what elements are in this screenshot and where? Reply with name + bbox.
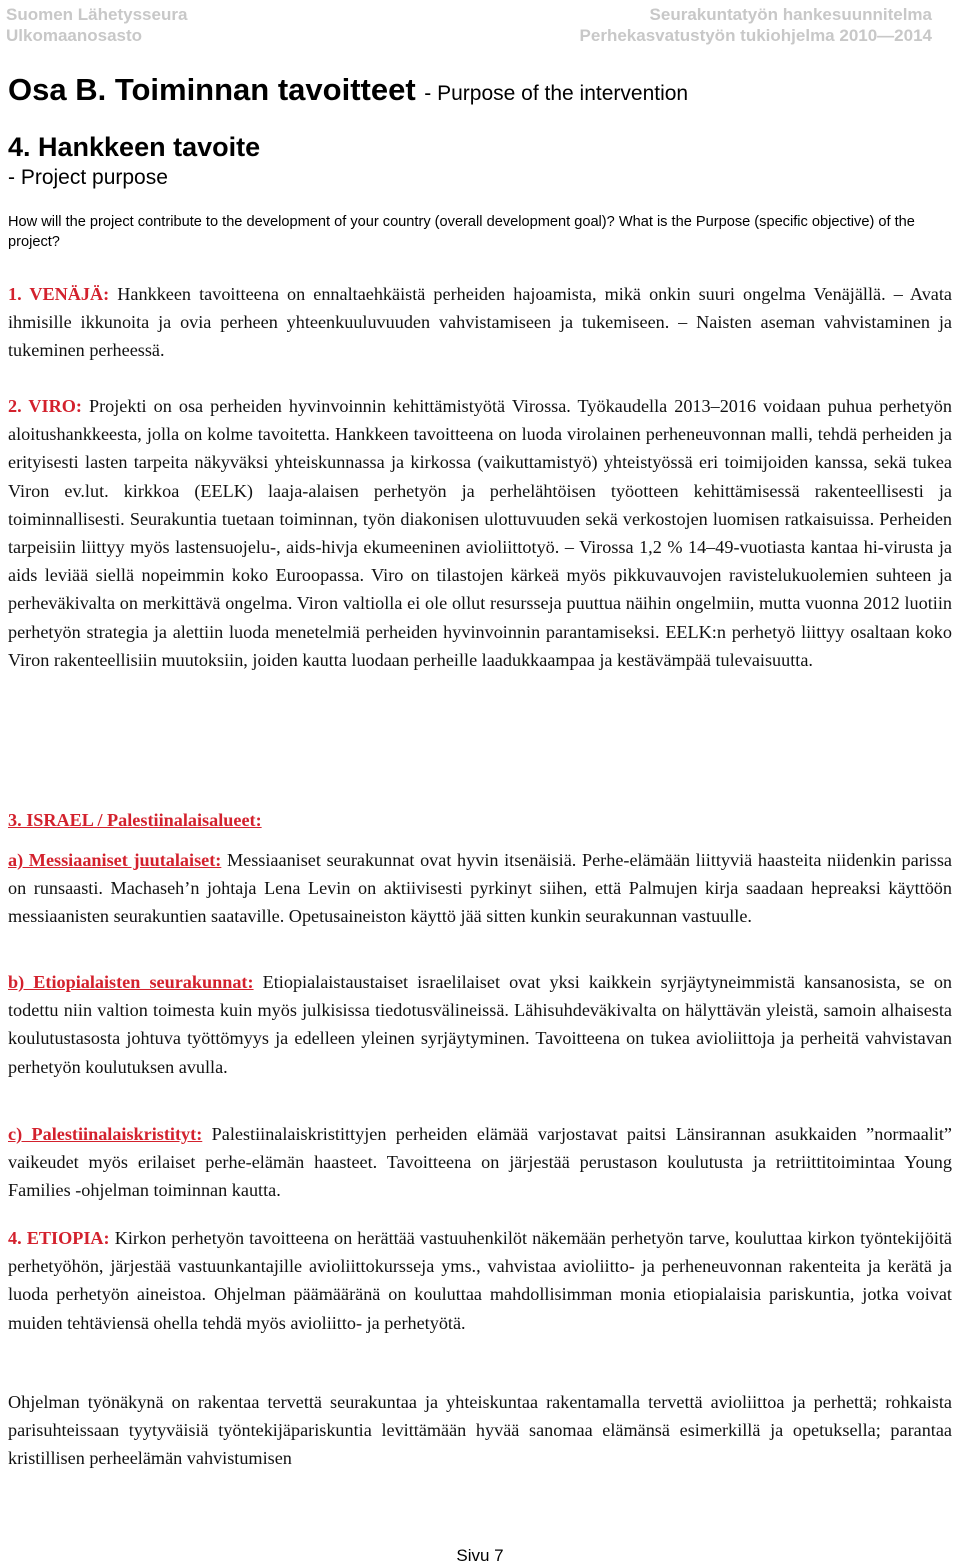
- item-title: 4. Hankkeen tavoite: [8, 132, 261, 162]
- ethiopian-text: Etiopialaistaustaiset israelilaiset ovat yksi kaikkein syrjäytyneimmistä kansanosista, se on todettu niin valtion toimesta kuin myös julkisissa tiedotusvälineissä. Lähisuhdeväkivalta on hälyttävän yleistä, samoin alhaisesta koulutustasosta johtuva työttömyys ja edelleen yleinen syrjäytyminen. Tavoitteena on tukea avioliittoja ja perheitä vahvistavan perhetyön koulutuksen avulla.: [8, 972, 953, 1077]
- vision-text: Ohjelman työnäkynä on rakentaa tervettä seurakuntaa ja yhteiskuntaa rakentamalla tervettä avioliittoa ja perhettä; rohkaista parisuhteissaan tyytyväisiä työntekijäpariskuntia levittämään hyvää sanomaa elämänsä esimerkillä ja opetuksella; parantaa kristillisen perheelämän vahvistumisen: [8, 1392, 952, 1469]
- section-subtitle: - Purpose of the intervention: [424, 82, 689, 105]
- ethiopia-text: Kirkon perhetyön tavoitteena on herättää vastuuhenkilöt näkemään perhetyön tarve, kouluttaa kirkon työntekijöitä perhetyöhön, järjestää vastuunkantajille avioliittokursseja yms., vahvistaa avioliitto- ja perheneuvonnan rakenteita ja kerätä ja luoda perhetyön aineistoa. Ohjelman päämääränä on kouluttaa mahdollisimman monia etiopialaisia pariskuntia, jotka voivat muiden tehtäviensä ohella tehdä myös avioliitto- ja perhetyötä.: [8, 1228, 952, 1333]
- header-program: Perhekasvatustyön tukiohjelma 2010—2014: [579, 26, 932, 45]
- paragraph-ethiopian-congregations: [8, 968, 952, 1081]
- estonia-label: 2. VIRO:: [8, 396, 82, 416]
- header-doc-title: Seurakuntatyön hankesuunnitelma: [649, 5, 932, 24]
- messianic-text: Messiaaniset seurakunnat ovat hyvin itsenäisiä. Perhe-elämään liittyviä haasteita niidenkin parissa on runsaasti. Machaseh’n johtaja Lena Levin on aktiivisesti pyrkinyt siihen, että Palmujen kirja saadaan hepreaksi käyttöön messiaanisten seurakuntien saataville. Opetusaineiston käyttö jää sitten kunkin seurakunnan vastuulle.: [8, 850, 952, 927]
- ethiopia-label: 4. ETIOPIA:: [8, 1228, 110, 1248]
- paragraph-messianic: [8, 846, 952, 931]
- messianic-label: a) Messiaaniset juutalaiset:: [8, 850, 222, 870]
- question-text: How will the project contribute to the development of your country (overall development goal)? What is the Purpose (specific objective) of the project?: [8, 214, 915, 250]
- page-header: [0, 0, 960, 58]
- item-subtitle: - Project purpose: [8, 166, 168, 189]
- header-org-name: Suomen Lähetysseura: [6, 5, 188, 24]
- paragraph-estonia: [8, 392, 952, 674]
- paragraph-ethiopia: [8, 1224, 952, 1337]
- russia-label: 1. VENÄJÄ:: [8, 284, 110, 304]
- paragraph-palestinian-christians: [8, 1120, 952, 1205]
- palestinian-text: Palestiinalaiskristittyjen perheiden elämää varjostavat paitsi Länsirannan asukkaiden ”normaalit” vaikeudet myös erilaiset perhe-elämän haasteet. Tavoitteena on järjestää perustason koulutusta ja retriittitoimintaa Young Families -ohjelman toiminnan kautta.: [8, 1124, 952, 1201]
- paragraph-israel-heading: [8, 806, 952, 834]
- israel-heading: 3. ISRAEL / Palestiinalaisalueet:: [8, 810, 262, 830]
- estonia-text: Projekti on osa perheiden hyvinvoinnin kehittämistyötä Virossa. Työkaudella 2013–2016 voidaan puhua perhetyön aloitushankkeesta, jolla on kolme tavoitetta. Hankkeen tavoitteena on luoda virolainen perheneuvonnan malli, tehdä perheiden ja erityisesti lasten tarpeita näkyväksi yhteiskunnassa ja kirkossa (vaikuttamistyö) yhteistyössä eri toimijoiden kanssa, sekä tukea Viron ev.lut. kirkkoa (EELK) laaja-alaisen perhetyön ja perhelähtöisen työotteen kehittämisessä rakenteellisesti ja toiminnallisesti. Seurakuntia tuetaan toiminnan, työn diakonisen ulottuvuuden sekä verkostojen luomisen ratkaisuissa. Perheiden tarpeisiin liittyy myös lastensuojelu-, aids-hivja ekumeeninen avioliittotyö. – Virossa 1,2 % 14–49-vuotiasta kantaa hi-virusta ja aids leviää siellä nopeimmin koko Euroopassa. Viro on tilastojen kärkeä myös pikkuvauvojen ravistelukuolemien suhteen ja perheväkivalta on merkittävä ongelma. Viron valtiolla ei ole ollut resursseja puuttua näihin ongelmiin, mutta vuonna 2012 luotiin perhetyön strategia ja alettiin luoda menetelmiä perheiden hyvinvoinnin parantamiseksi. EELK:n perhetyö liittyy osaltaan koko Viron rakenteellisiin muutoksiin, joiden kautta luodaan perheille laadukkaampaa ja kestävämpää tulevaisuutta.: [8, 396, 952, 670]
- page-number: Sivu 7: [456, 1546, 504, 1565]
- section-title: [8, 72, 688, 108]
- section-title-text: Osa B. Toiminnan tavoitteet: [8, 72, 416, 107]
- russia-text: Hankkeen tavoitteena on ennaltaehkäistä perheiden hajoamista, mikä onkin suuri ongelma Venäjällä. – Avata ihmisille ikkunoita ja ovia perheen yhteenkuuluvuuden vahvistamiseen ja tukemiseen. – Naisten aseman vahvistaminen ja tukeminen perheessä.: [8, 284, 952, 361]
- paragraph-program-vision: [8, 1388, 952, 1473]
- header-department: Ulkomaanosasto: [6, 26, 143, 45]
- header-organization: [6, 4, 187, 46]
- paragraph-russia: [8, 280, 952, 365]
- palestinian-label: c) Palestiinalaiskristityt:: [8, 1124, 203, 1144]
- header-document-info: [580, 4, 932, 46]
- ethiopian-label: b) Etiopialaisten seurakunnat:: [8, 972, 254, 992]
